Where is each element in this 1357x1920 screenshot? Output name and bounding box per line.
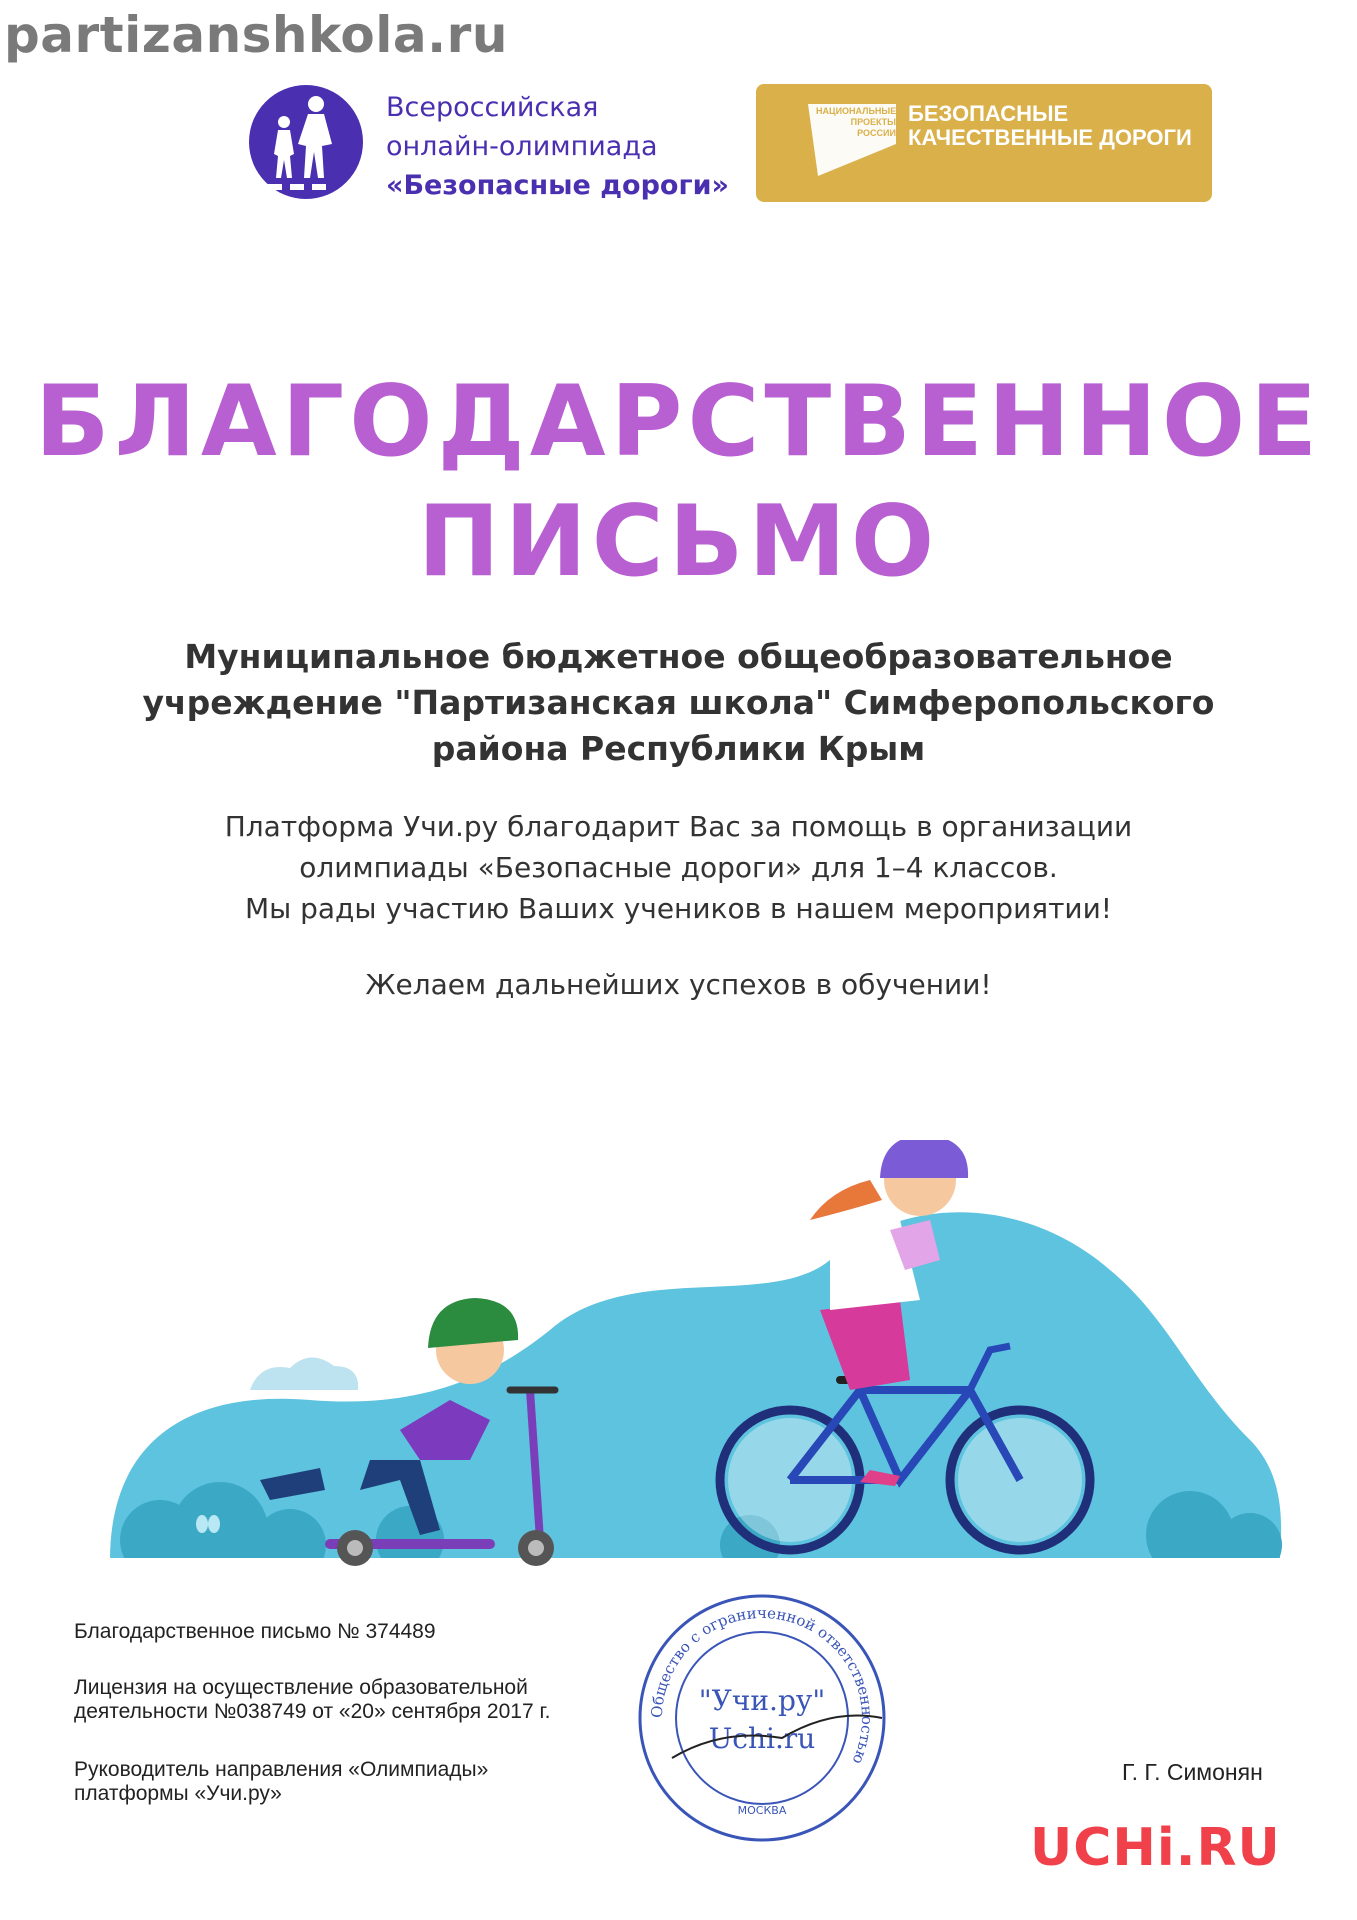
recipient-organization — [120, 634, 1237, 772]
logo-right-line1: БЕЗОПАСНЫЕ — [908, 101, 1069, 126]
head-line2: платформы «Учи.ру» — [74, 1782, 282, 1805]
stamp-line2: Uchi.ru — [708, 1722, 816, 1755]
page-title-line1: БЛАГОДАРСТВЕННОЕ — [34, 365, 1323, 479]
recipient-line3: района Республики Крым — [431, 729, 926, 768]
logo-left-line1: Всероссийская — [386, 92, 599, 123]
wish-text: Желаем дальнейших успехов в обучении! — [365, 968, 992, 1001]
cloud-icon — [250, 1357, 358, 1390]
page-title-line2: ПИСЬМО — [417, 485, 940, 599]
certificate-number: Благодарственное письмо № 374489 — [74, 1620, 436, 1643]
stamp-city: МОСКВА — [737, 1804, 787, 1817]
recipient-line1: Муниципальное бюджетное общеобразовательное — [184, 637, 1173, 676]
company-stamp — [632, 1588, 892, 1848]
signer-name: Г. Г. Симонян — [1122, 1759, 1263, 1785]
license-info — [74, 1676, 594, 1724]
signer-position — [74, 1758, 594, 1806]
recipient-line2: учреждение "Партизанская школа" Симферопольского — [142, 683, 1215, 722]
national-projects-label — [816, 106, 896, 139]
olympiad-logo — [248, 82, 728, 202]
stamp-line1: "Учи.ру" — [698, 1684, 826, 1717]
np-line3: РОССИИ — [857, 128, 896, 138]
stamp-ring-text: Общество с ограниченной ответственностью — [647, 1603, 877, 1767]
uchi-logo: UCHi.RU — [1030, 1818, 1281, 1878]
np-line2: ПРОЕКТЫ — [850, 117, 896, 127]
thanks-paragraph — [120, 806, 1237, 929]
thanks-line2: олимпиады «Безопасные дороги» для 1–4 классов. — [299, 851, 1058, 884]
license-line2: деятельности №038749 от «20» сентября 2017 г. — [74, 1700, 551, 1723]
np-line1: НАЦИОНАЛЬНЫЕ — [816, 106, 897, 116]
logo-right-line2: КАЧЕСТВЕННЫЕ ДОРОГИ — [908, 125, 1192, 150]
logo-left-line3: «Безопасные дороги» — [386, 170, 729, 201]
logo-left-line2: онлайн-олимпиада — [386, 131, 658, 162]
watermark: partizanshkola.ru — [4, 6, 508, 64]
national-project-logo — [756, 84, 1212, 202]
license-line1: Лицензия на осуществление образовательной — [74, 1676, 528, 1699]
thanks-line1: Платформа Учи.ру благодарит Вас за помощь в организации — [224, 810, 1133, 843]
road-shape-icon — [756, 84, 916, 202]
kids-riding-illustration — [70, 1140, 1290, 1580]
thanks-line3: Мы рады участию Ваших учеников в нашем мероприятии! — [244, 892, 1113, 925]
head-line1: Руководитель направления «Олимпиады» — [74, 1758, 489, 1781]
children-crossing-icon — [248, 82, 368, 202]
